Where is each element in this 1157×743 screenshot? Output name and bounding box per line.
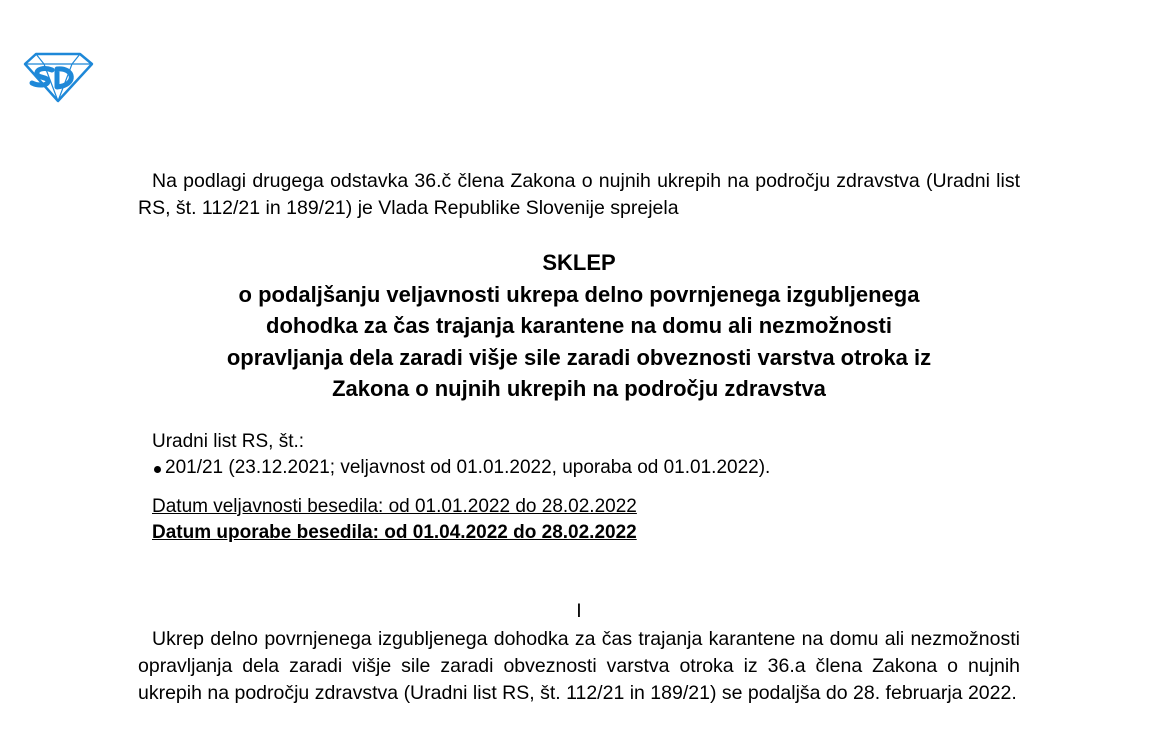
title-line: dohodka za čas trajanja karantene na domu ali nezmožnosti xyxy=(266,313,892,338)
title-line: o podaljšanju veljavnosti ukrepa delno povrnjenega izgubljenega xyxy=(238,281,920,307)
validity-dates xyxy=(152,494,637,546)
section-paragraph: Ukrep delno povrnjenega izgubljenega dohodka za čas trajanja karantene na domu ali nezmožnosti opravljanja dela zaradi višje sile zaradi obveznosti varstva otroka iz 36.a člena Zakona o nujnih ukrepih na področju zdravstva (Uradni list RS, št. 112/21 in 189/21) se podaljša do 28. februarja 2022. xyxy=(138,628,1020,704)
list-item xyxy=(152,455,770,481)
title-line: Zakona o nujnih ukrepih na področju zdravstva xyxy=(332,376,826,401)
bullet-icon xyxy=(154,466,161,473)
title-heading: SKLEP xyxy=(542,250,616,275)
gazette-list xyxy=(152,455,770,481)
sd-logo-icon xyxy=(22,50,94,104)
validity-date: Datum veljavnosti besedila: od 01.01.2022 do 28.02.2022 xyxy=(152,496,637,517)
gazette-label: Uradni list RS, št.: xyxy=(152,431,305,452)
gazette-item-text: 201/21 (23.12.2021; veljavnost od 01.01.2022, uporaba od 01.01.2022). xyxy=(165,457,771,478)
gazette-reference xyxy=(152,429,770,481)
resolution-title xyxy=(138,247,1020,405)
section-number: I xyxy=(576,600,582,622)
intro-paragraph: Na podlagi drugega odstavka 36.č člena Zakona o nujnih ukrepih na področju zdravstva (Uradni list RS, št. 112/21 in 189/21) je Vlada Republike Slovenije sprejela xyxy=(138,170,1020,219)
application-date: Datum uporabe besedila: od 01.04.2022 do 28.02.2022 xyxy=(152,522,637,543)
title-line: opravljanja dela zaradi višje sile zaradi obveznosti varstva otroka iz xyxy=(226,344,932,370)
